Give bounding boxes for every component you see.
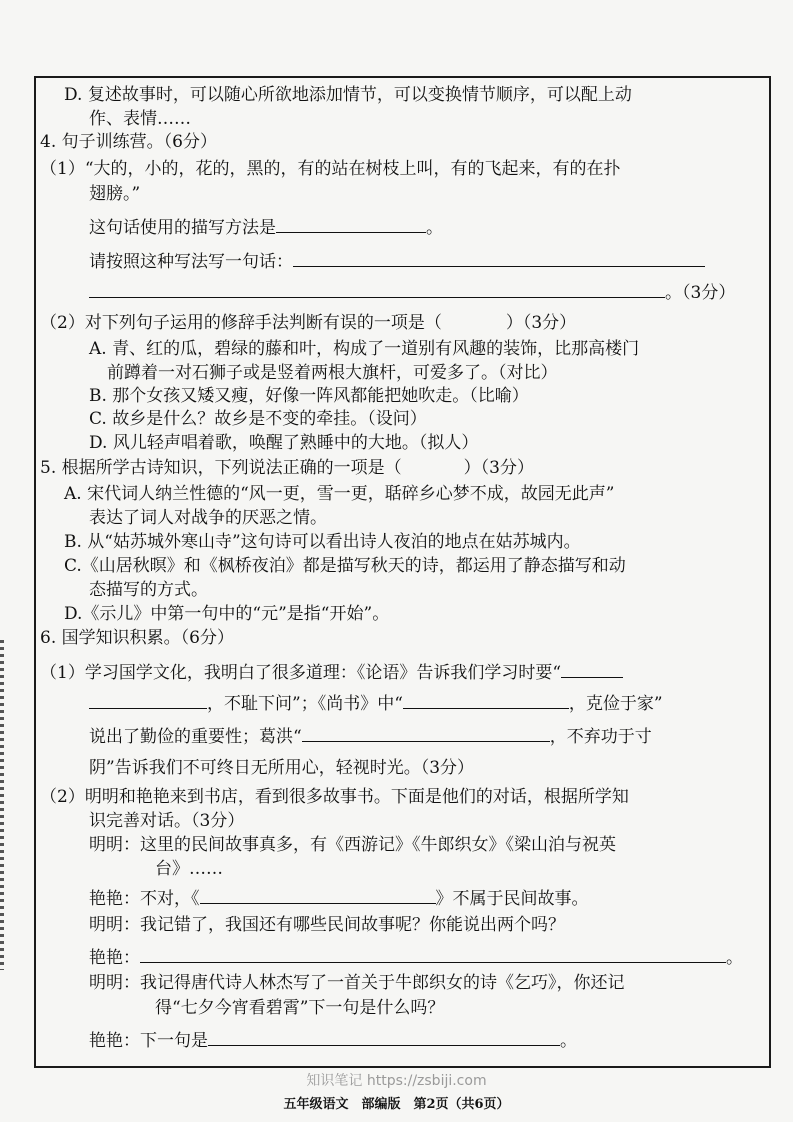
q4-imitate-row [89,250,705,273]
page-footer: 五年级语文 部编版 第2页（共6页） [283,1097,510,1112]
q6-yanyan-3-b: 。 [560,1031,577,1051]
q6-p1-text-e: ，不弃功于寸 [549,727,652,747]
q6-yanyan-3 [89,1029,577,1052]
q6-analects-blank[interactable] [561,661,623,678]
q4-p1-line2: 翅膀。” [89,184,141,204]
q6-p2-line1: （2）明明和艳艳来到书店，看到很多故事书。下面是他们的对话，根据所学知 [40,787,629,807]
q4-p1-line1: （1）“大的，小的，花的，黑的，有的站在树枝上叫，有的飞起来，有的在扑 [40,159,621,179]
q4-method-answer-blank[interactable] [276,216,426,233]
q6-mingming-2: 明明：我记错了，我国还有哪些民间故事呢？你能说出两个吗？ [89,915,565,935]
q6-p1-row1 [40,661,623,684]
q6-folk-tales-blank[interactable] [140,946,726,963]
q6-title: 6. 国学知识积累。（6分） [40,628,234,648]
q6-mingming-3-line1: 明明：我记得唐代诗人林杰写了一首关于牛郎织女的诗《乞巧》，你还记 [89,973,625,993]
q5-option-b: B. 从“姑苏城外寒山寺”这句诗可以看出诗人夜泊的地点在姑苏城内。 [64,532,581,552]
q4-method-end: 。 [426,218,443,238]
q6-yanyan-2 [89,946,743,969]
q6-yanyan-3-a: 艳艳：下一句是 [89,1031,208,1051]
q5-option-a-line2: 表达了词人对战争的厌恶之情。 [89,508,327,528]
q3-option-d-line1: D. 复述故事时，可以随心所欲地添加情节，可以变换情节顺序，可以配上动 [64,85,632,105]
q6-p1-text-b: ，不耻下问”；《尚书》中“ [207,694,403,714]
q6-yanyan-1-b: 》不属于民间故事。 [435,889,589,909]
q6-p1-row2 [89,692,663,715]
q6-p1-text-a: （1）学习国学文化，我明白了很多道理：《论语》告诉我们学习时要“ [40,663,562,683]
q3-option-d-line2: 作、表情…… [89,109,191,129]
q4-option-a-line2: 前蹲着一对石狮子或是竖着两根大旗杆，可爱多了。（对比） [107,363,558,383]
q4-method-label: 这句话使用的描写方法是 [89,218,276,238]
q4-option-d: D. 风儿轻声唱着歌，唤醒了熟睡中的大地。（拟人） [89,433,479,453]
q4-method-row [89,216,443,239]
q6-mingming-3-line2: 得“七夕今宵看碧霄”下一句是什么吗？ [155,998,445,1018]
q6-p1-text-c: ，克俭于家” [568,694,663,714]
watermark: 知识笔记 https://zsbiji.com [306,1073,487,1089]
q6-not-folk-tale-blank[interactable] [200,887,436,904]
q4-imitate-answer-blank-1[interactable] [293,250,705,267]
q6-poem-line-blank[interactable] [208,1029,560,1046]
q6-yanyan-2-a: 艳艳： [89,948,140,968]
q6-yanyan-2-b: 。 [726,948,743,968]
q5-stem-b: ）（3分） [463,458,534,478]
q6-yanyan-1-a: 艳艳：不对，《 [89,889,200,909]
q6-p1-row3 [89,725,652,748]
q5-option-c-line1: C.《山居秋暝》和《枫桥夜泊》都是描写秋天的诗，都运用了静态描写和动 [64,556,626,576]
q6-shangshu-blank[interactable] [403,692,569,709]
q6-mingming-1-line1: 明明：这里的民间故事真多，有《西游记》《牛郎织女》《梁山泊与祝英 [89,835,616,855]
q6-gehong-blank[interactable] [302,725,550,742]
q5-option-c-line2: 态描写的方式。 [89,580,208,600]
q6-mingming-1-line2: 台》…… [155,859,223,879]
q4-title: 4. 句子训练营。（6分） [40,132,217,152]
q6-analects-blank-cont[interactable] [89,692,207,709]
q4-p2-stem [40,312,576,334]
q4-option-c: C. 故乡是什么？故乡是不变的牵挂。（设问） [89,409,427,429]
q4-p2-stem-b: ）（3分） [505,313,577,333]
q4-imitate-label: 请按照这种写法写一句话： [89,252,293,272]
binding-holes [0,640,4,970]
q5-option-d: D.《示儿》中第一句中的“元”是指“开始”。 [64,604,390,624]
q4-p2-stem-a: （2）对下列句子运用的修辞手法判断有误的一项是（ [40,313,442,333]
q4-option-a-line1: A. 青、红的瓜，碧绿的藤和叶，构成了一道别有风趣的装饰，比那高楼门 [89,339,640,359]
q5-option-a-line1: A. 宋代词人纳兰性德的“风一更，雪一更，聒碎乡心梦不成，故园无此声” [64,484,615,504]
q6-p2-line2: 识完善对话。（3分） [89,811,245,831]
q6-p1-text-d: 说出了勤俭的重要性；葛洪“ [89,727,302,747]
q4-option-b: B. 那个女孩又矮又瘦，好像一阵风都能把她吹走。（比喻） [89,386,529,406]
q4-imitate-answer-blank-2[interactable] [89,281,665,298]
q5-stem-a: 5. 根据所学古诗知识，下列说法正确的一项是（ [40,458,402,478]
q5-stem [40,457,534,479]
q4-imitate-end: 。（3分） [665,283,736,303]
q4-imitate-row2 [89,281,735,304]
q6-yanyan-1 [89,887,589,910]
q6-p1-row4: 阴”告诉我们不可终日无所用心，轻视时光。（3分） [89,758,475,778]
